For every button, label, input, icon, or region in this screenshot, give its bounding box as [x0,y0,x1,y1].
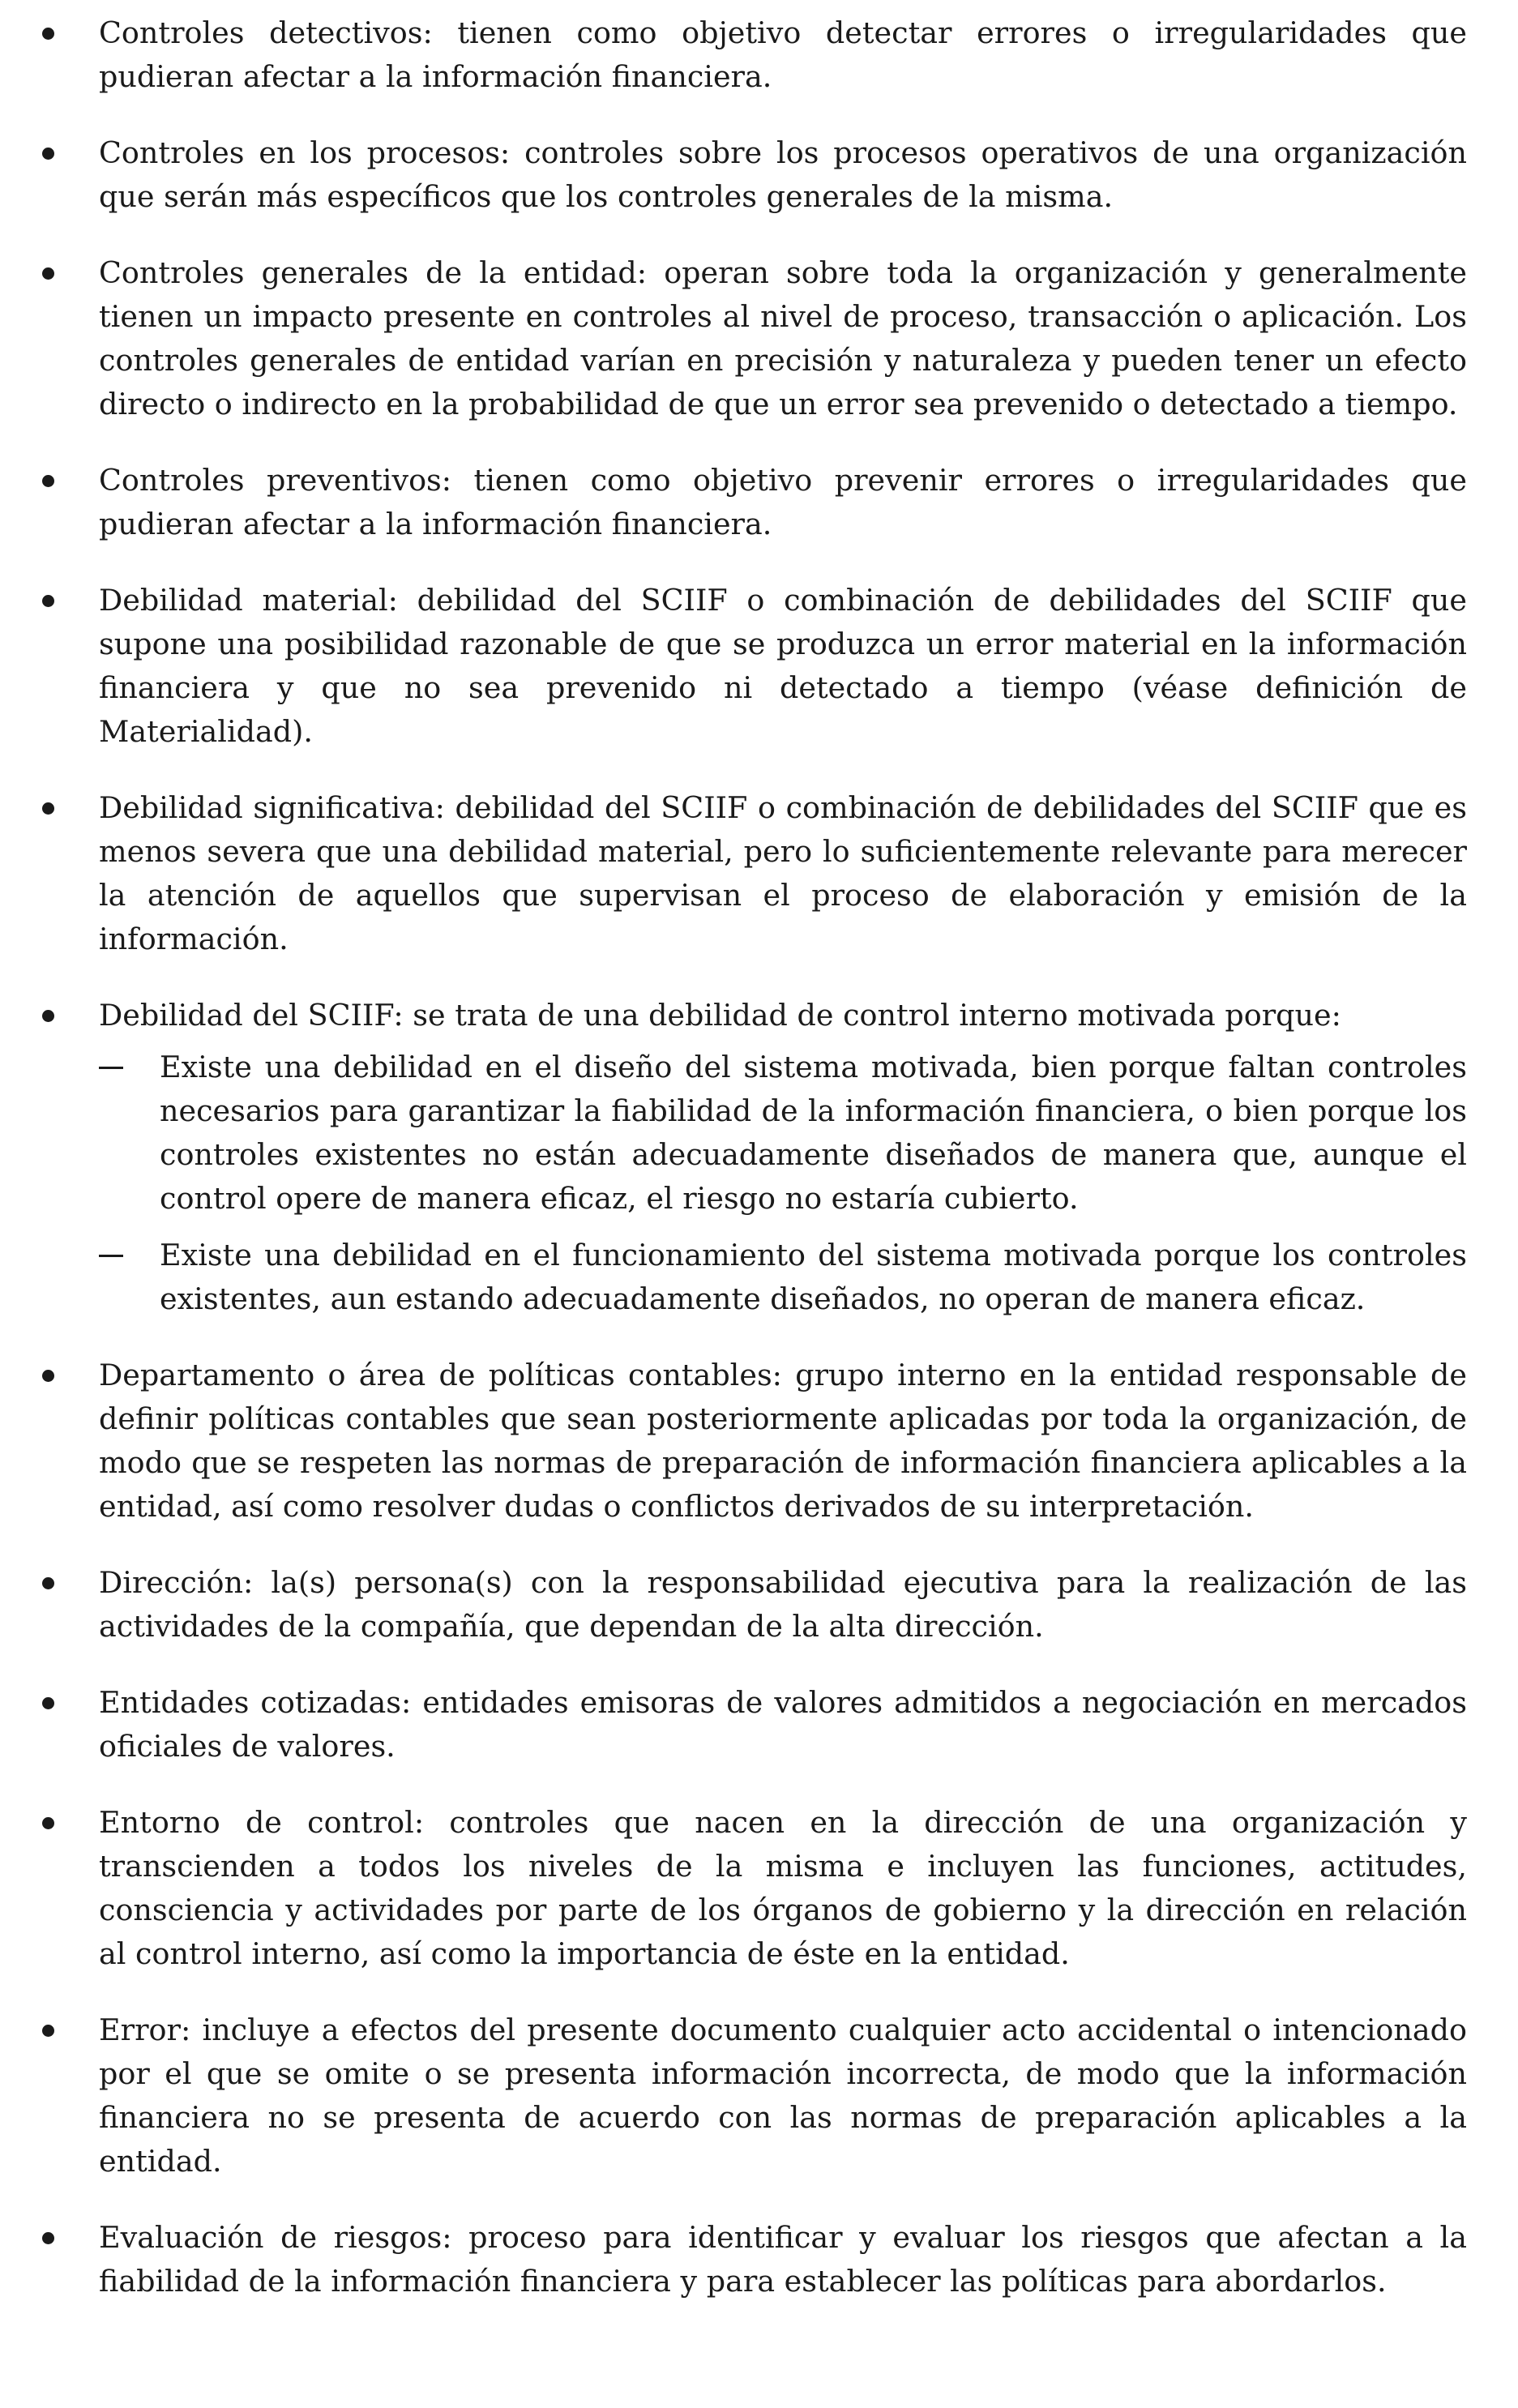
sub-list-item [160,1046,1467,1221]
bullet-icon [42,1817,54,1829]
entry-text: Controles detectivos: tienen como objetivo detectar errores o irregularidades que pudieran afectar a la información financiera. [99,15,1467,94]
glossary-entry [99,131,1467,219]
entry-text: Departamento o área de políticas contables: grupo interno en la entidad responsable de definir políticas contables que sean posteriormente aplicadas por toda la organización, de modo que se respeten las normas de preparación de información financiera aplicables a la entidad, así como resolver dudas o conflictos derivados de su interpretación. [99,1358,1467,1524]
dash-icon [99,1255,123,1257]
entry-text: Error: incluye a efectos del presente documento cualquier acto accidental o intencionado por el que se omite o se presenta información incorrecta, de modo que la información financiera no se presenta de acuerdo con las normas de preparación aplicables a la entidad. [99,2012,1467,2179]
glossary-entry [99,1354,1467,1529]
glossary-entry [99,1801,1467,1976]
sub-list-item [160,1234,1467,1321]
entry-text: Controles generales de la entidad: operan sobre toda la organización y generalmente tienen un impacto presente en controles al nivel de proceso, transacción o aplicación. Los controles generales de entidad varían en precisión y naturaleza y pueden tener un efecto directo o indirecto en la probabilidad de que un error sea prevenido o detectado a tiempo. [99,255,1467,421]
glossary-entry [99,2008,1467,2183]
bullet-icon [42,2025,54,2037]
bullet-icon [42,267,54,280]
bullet-icon [42,1697,54,1709]
glossary-entry [99,579,1467,754]
glossary-entry [99,1561,1467,1649]
glossary-entry [99,786,1467,961]
document-page [0,11,1518,2336]
entry-text: Controles en los procesos: controles sobre los procesos operativos de una organización que serán más específicos que los controles generales de la misma. [99,135,1467,214]
bullet-icon [42,2232,54,2244]
sub-item-text: Existe una debilidad en el diseño del sistema motivada, bien porque faltan controles necesarios para garantizar la fiabilidad de la información financiera, o bien porque los controles existentes no están adecuadamente diseñados de manera que, aunque el control opere de manera eficaz, el riesgo no estaría cubierto. [160,1050,1467,1216]
glossary-entry [99,251,1467,426]
entry-text: Debilidad del SCIIF: se trata de una debilidad de control interno motivada porque: [99,998,1341,1033]
glossary-list [0,11,1518,2303]
bullet-icon [42,802,54,815]
bullet-icon [42,595,54,607]
entry-text: Debilidad material: debilidad del SCIIF o combinación de debilidades del SCIIF que supone una posibilidad razonable de que se produzca un error material en la información financiera y que no sea prevenido ni detectado a tiempo (véase definición de Materialidad). [99,583,1467,749]
dash-icon [99,1067,123,1069]
bullet-icon [42,1010,54,1022]
glossary-entry [99,459,1467,546]
glossary-entry [99,1681,1467,1769]
entry-text: Evaluación de riesgos: proceso para identificar y evaluar los riesgos que afectan a la fiabilidad de la información financiera y para establecer las políticas para abordarlos. [99,2220,1467,2299]
glossary-entry [99,2216,1467,2303]
bullet-icon [42,148,54,160]
sub-list [99,1046,1467,1321]
glossary-entry [99,994,1467,1321]
glossary-entry [99,11,1467,99]
entry-text: Controles preventivos: tienen como objetivo prevenir errores o irregularidades que pudieran afectar a la información financiera. [99,463,1467,541]
bullet-icon [42,1577,54,1589]
entry-text: Entorno de control: controles que nacen en la dirección de una organización y transcienden a todos los niveles de la misma e incluyen las funciones, actitudes, consciencia y actividades por parte de los órganos de gobierno y la dirección en relación al control interno, así como la importancia de éste en la entidad. [99,1805,1467,1971]
entry-text: Entidades cotizadas: entidades emisoras de valores admitidos a negociación en mercados oficiales de valores. [99,1685,1467,1764]
bullet-icon [42,475,54,487]
bullet-icon [42,28,54,40]
entry-text: Dirección: la(s) persona(s) con la responsabilidad ejecutiva para la realización de las actividades de la compañía, que dependan de la alta dirección. [99,1565,1467,1644]
bullet-icon [42,1370,54,1382]
entry-text: Debilidad significativa: debilidad del SCIIF o combinación de debilidades del SCIIF que es menos severa que una debilidad material, pero lo suficientemente relevante para merecer la atención de aquellos que supervisan el proceso de elaboración y emisión de la información. [99,790,1467,956]
sub-item-text: Existe una debilidad en el funcionamiento del sistema motivada porque los controles existentes, aun estando adecuadamente diseñados, no operan de manera eficaz. [160,1238,1467,1316]
